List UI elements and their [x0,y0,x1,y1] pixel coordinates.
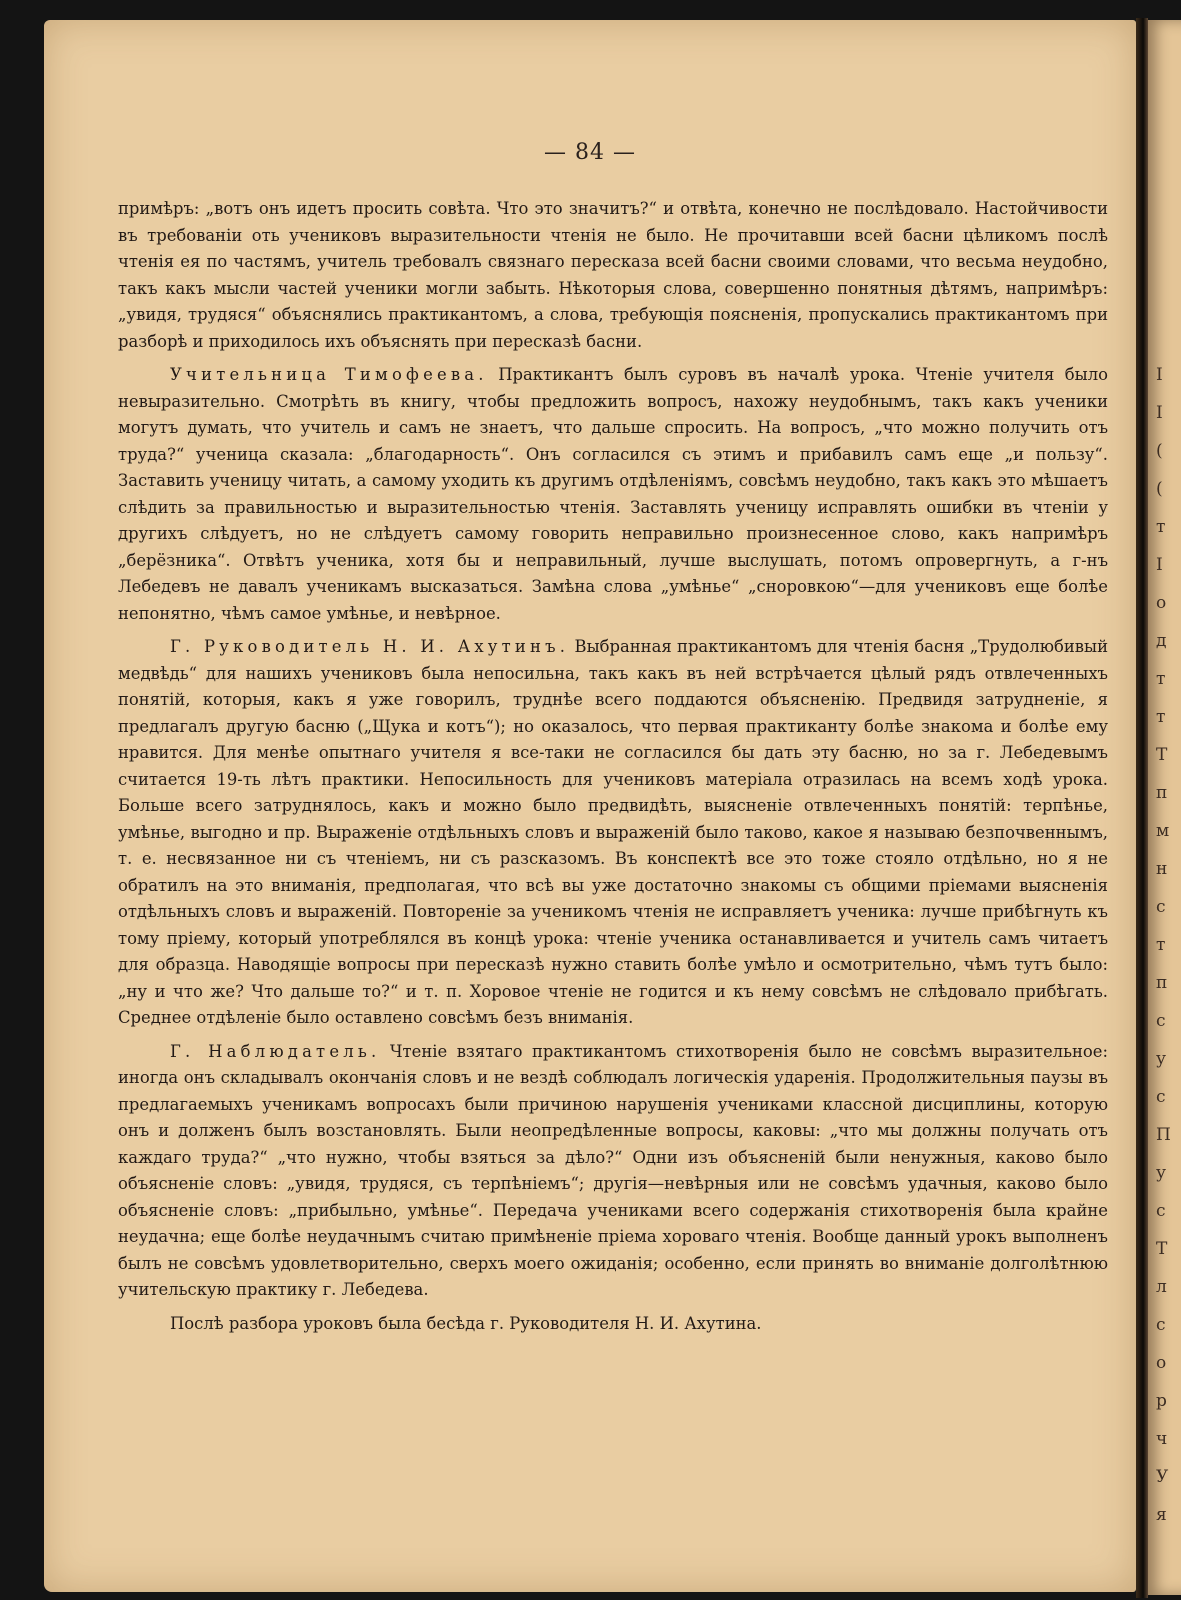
edge-letter: р [1156,1391,1167,1411]
edge-letter: н [1156,859,1168,879]
edge-letter: п [1156,783,1168,803]
paragraph-4 [118,1039,1108,1304]
edge-letter: Т [1156,1239,1168,1259]
edge-letter: У [1156,1467,1169,1487]
next-page-edge [1148,20,1181,1595]
paragraph-2 [118,362,1108,627]
page-number: — 84 — [544,140,636,165]
paragraph-text: Выбранная практикантомъ для чтенія басня „Трудолюбивый медвѣдь“ для нашихъ учениковъ была непосильна, такъ какъ въ ней встрѣчается цѣлый рядъ отвлеченныхъ понятій, которыя, какъ я уже говорилъ, труднѣе всего поддаются объясненію. Предвидя затрудненіе, я предлагалъ другую басню („Щука и котъ“); но оказалось, что первая практиканту болѣе знакома и болѣе ему нравится. Для менѣе опытнаго учителя я все-таки не согласился бы дать эту басню, но за г. Лебедевымъ считается 19-ть лѣтъ практики. Непосильность для учениковъ матеріала отразилась на всемъ ходѣ урока. Больше всего затруднялось, какъ и можно было предвидѣть, выясненіе отвлеченныхъ понятій: терпѣнье, умѣнье, выгодно и пр. Выраженіе отдѣльныхъ словъ и выраженій было таково, какое я называю безпочвеннымъ, т. е. несвязанное ни съ чтеніемъ, ни съ разсказомъ. Въ конспектѣ все это тоже стояло отдѣльно, но я не обратилъ на это вниманія, предполагая, что всѣ вы уже достаточно знакомы съ общими пріемами выясненія отдѣльныхъ словъ и выраженій. Повтореніе за ученикомъ чтенія не исправляетъ ученика: лучше прибѣгнуть къ тому пріему, который употреблялся въ концѣ урока: чтеніе ученика останавливается и учитель самъ читаетъ для образца. Наводящіе вопросы при пересказѣ нужно ставить болѣе умѣло и осмотрительно, чѣмъ тутъ было: „ну и что же? Что дальше то?“ и т. п. Хоровое чтеніе не годится и къ нему совсѣмъ не слѣдовало прибѣгать. Среднее отдѣленіе было оставлено совсѣмъ безъ вниманія. [118,637,1108,1027]
edge-letter: ( [1156,479,1163,499]
edge-letter: о [1156,593,1167,613]
paragraph-1 [118,196,1108,355]
speaker-name: Г. Руководитель Н. И. Ахутинъ. [170,637,570,656]
speaker-name: Учительница Тимофеева. [170,365,488,384]
edge-letter: т [1156,669,1166,689]
edge-letter: I [1156,365,1163,385]
edge-letter: с [1156,897,1166,917]
paragraph-3 [118,634,1108,1032]
edge-letter: ч [1156,1429,1168,1449]
edge-letter: с [1156,1011,1166,1031]
edge-letter: п [1156,973,1168,993]
page-text [118,196,1108,1344]
book-page [44,20,1136,1592]
edge-letter: I [1156,555,1163,575]
book-gutter [1136,18,1148,1598]
paragraph-text: Практикантъ былъ суровъ въ началѣ урока. Чтеніе учителя было невыразительно. Смотрѣть въ книгу, чтобы предложить вопросъ, нахожу неудобнымъ, такъ какъ ученики могутъ думать, что учитель и самъ не знаетъ, что дальше спросить. На вопросъ, „что можно получить отъ труда?“ ученица сказала: „благодарность“. Онъ согласился съ этимъ и прибавилъ самъ еще „и пользу“. Заставить ученицу читать, а самому уходить къ другимъ отдѣленіямъ, совсѣмъ неудобно, такъ какъ это мѣшаетъ слѣдить за правильностью и выразительностью чтенія. Заставлять ученицу исправлять ошибки въ чтеніи у другихъ слѣдуетъ, но не слѣдуетъ самому говорить неправильно произнесенное слово, какъ напримѣръ „берёзника“. Отвѣтъ ученика, хотя бы и неправильный, лучше выслушать, потомъ опровергнуть, а г-нъ Лебедевъ не давалъ ученикамъ высказаться. Замѣна слова „умѣнье“ „сноровкою“—для учениковъ еще болѣе непонятно, чѣмъ самое умѣнье, и невѣрное. [118,365,1108,623]
paragraph-5 [118,1311,1108,1338]
speaker-name: Г. Наблюдатель. [170,1041,381,1061]
paragraph-text: Чтеніе взятаго практикантомъ стихотворенія было не совсѣмъ выразительное: иногда онъ складывалъ окончанія словъ и не вездѣ соблюдалъ логическія ударенія. Продолжительныя паузы въ предлагаемыхъ ученикамъ вопросахъ были причиною нарушенія учениками классной дисциплины, которую онъ и долженъ былъ возстановлять. Были неопредѣленные вопросы, каковы: „что мы должны получать отъ каждаго труда?“ „что нужно, чтобы взяться за дѣло?“ Одни изъ объясненій были ненужныя, каково было объясненіе словъ: „увидя, трудяся, съ терпѣніемъ“; другія—невѣрныя или не совсѣмъ удачныя, каково было объясненіе словъ: „прибыльно, умѣнье“. Передача учениками всего содержанія стихотворенія была крайне неудачна; еще болѣе неудачнымъ считаю примѣненіе пріема хороваго чтенія. Вообще данный урокъ выполненъ былъ не совсѣмъ удовлетворительно, сверхъ моего ожиданія; особенно, если принять во вниманіе долголѣтнюю учительскую практику г. Лебедева. [118,1041,1109,1299]
edge-letter: с [1156,1201,1166,1221]
edge-letter: П [1156,1125,1171,1145]
edge-letter: т [1156,935,1166,955]
edge-letter: I [1156,403,1163,423]
paragraph-text: Послѣ разбора уроковъ была бесѣда г. Руководителя Н. И. Ахутина. [170,1313,762,1333]
edge-letter: с [1156,1087,1166,1107]
edge-letter: у [1156,1049,1167,1069]
edge-letter: т [1156,707,1166,727]
edge-letter: я [1156,1505,1167,1525]
edge-letter: м [1156,821,1170,841]
edge-letter: Т [1156,745,1168,765]
edge-letter: т [1156,517,1166,537]
edge-letter: с [1156,1315,1166,1335]
edge-letter: у [1156,1163,1167,1183]
edge-letter: д [1156,631,1167,651]
edge-letter: ( [1156,441,1163,461]
edge-letter: о [1156,1353,1167,1373]
edge-letter: л [1156,1277,1167,1297]
paragraph-text: примѣръ: „вотъ онъ идетъ просить совѣта. Что это значитъ?“ и отвѣта, конечно не послѣдовало. Настойчивости въ требованіи оть учениковъ выразительности чтенія не было. Не прочитавши всей басни цѣликомъ послѣ чтенія ея по частямъ, учитель требовалъ связнаго пересказа всей басни своими словами, что весьма неудобно, такъ какъ мысли частей ученики могли забыть. Нѣкоторыя слова, совершенно понятныя дѣтямъ, напримѣръ: „увидя, трудяся“ объяснялись практикантомъ, а слова, требующія поясненія, пропускались практикантомъ при разборѣ и приходилось ихъ объяснять при пересказѣ басни. [118,199,1108,351]
